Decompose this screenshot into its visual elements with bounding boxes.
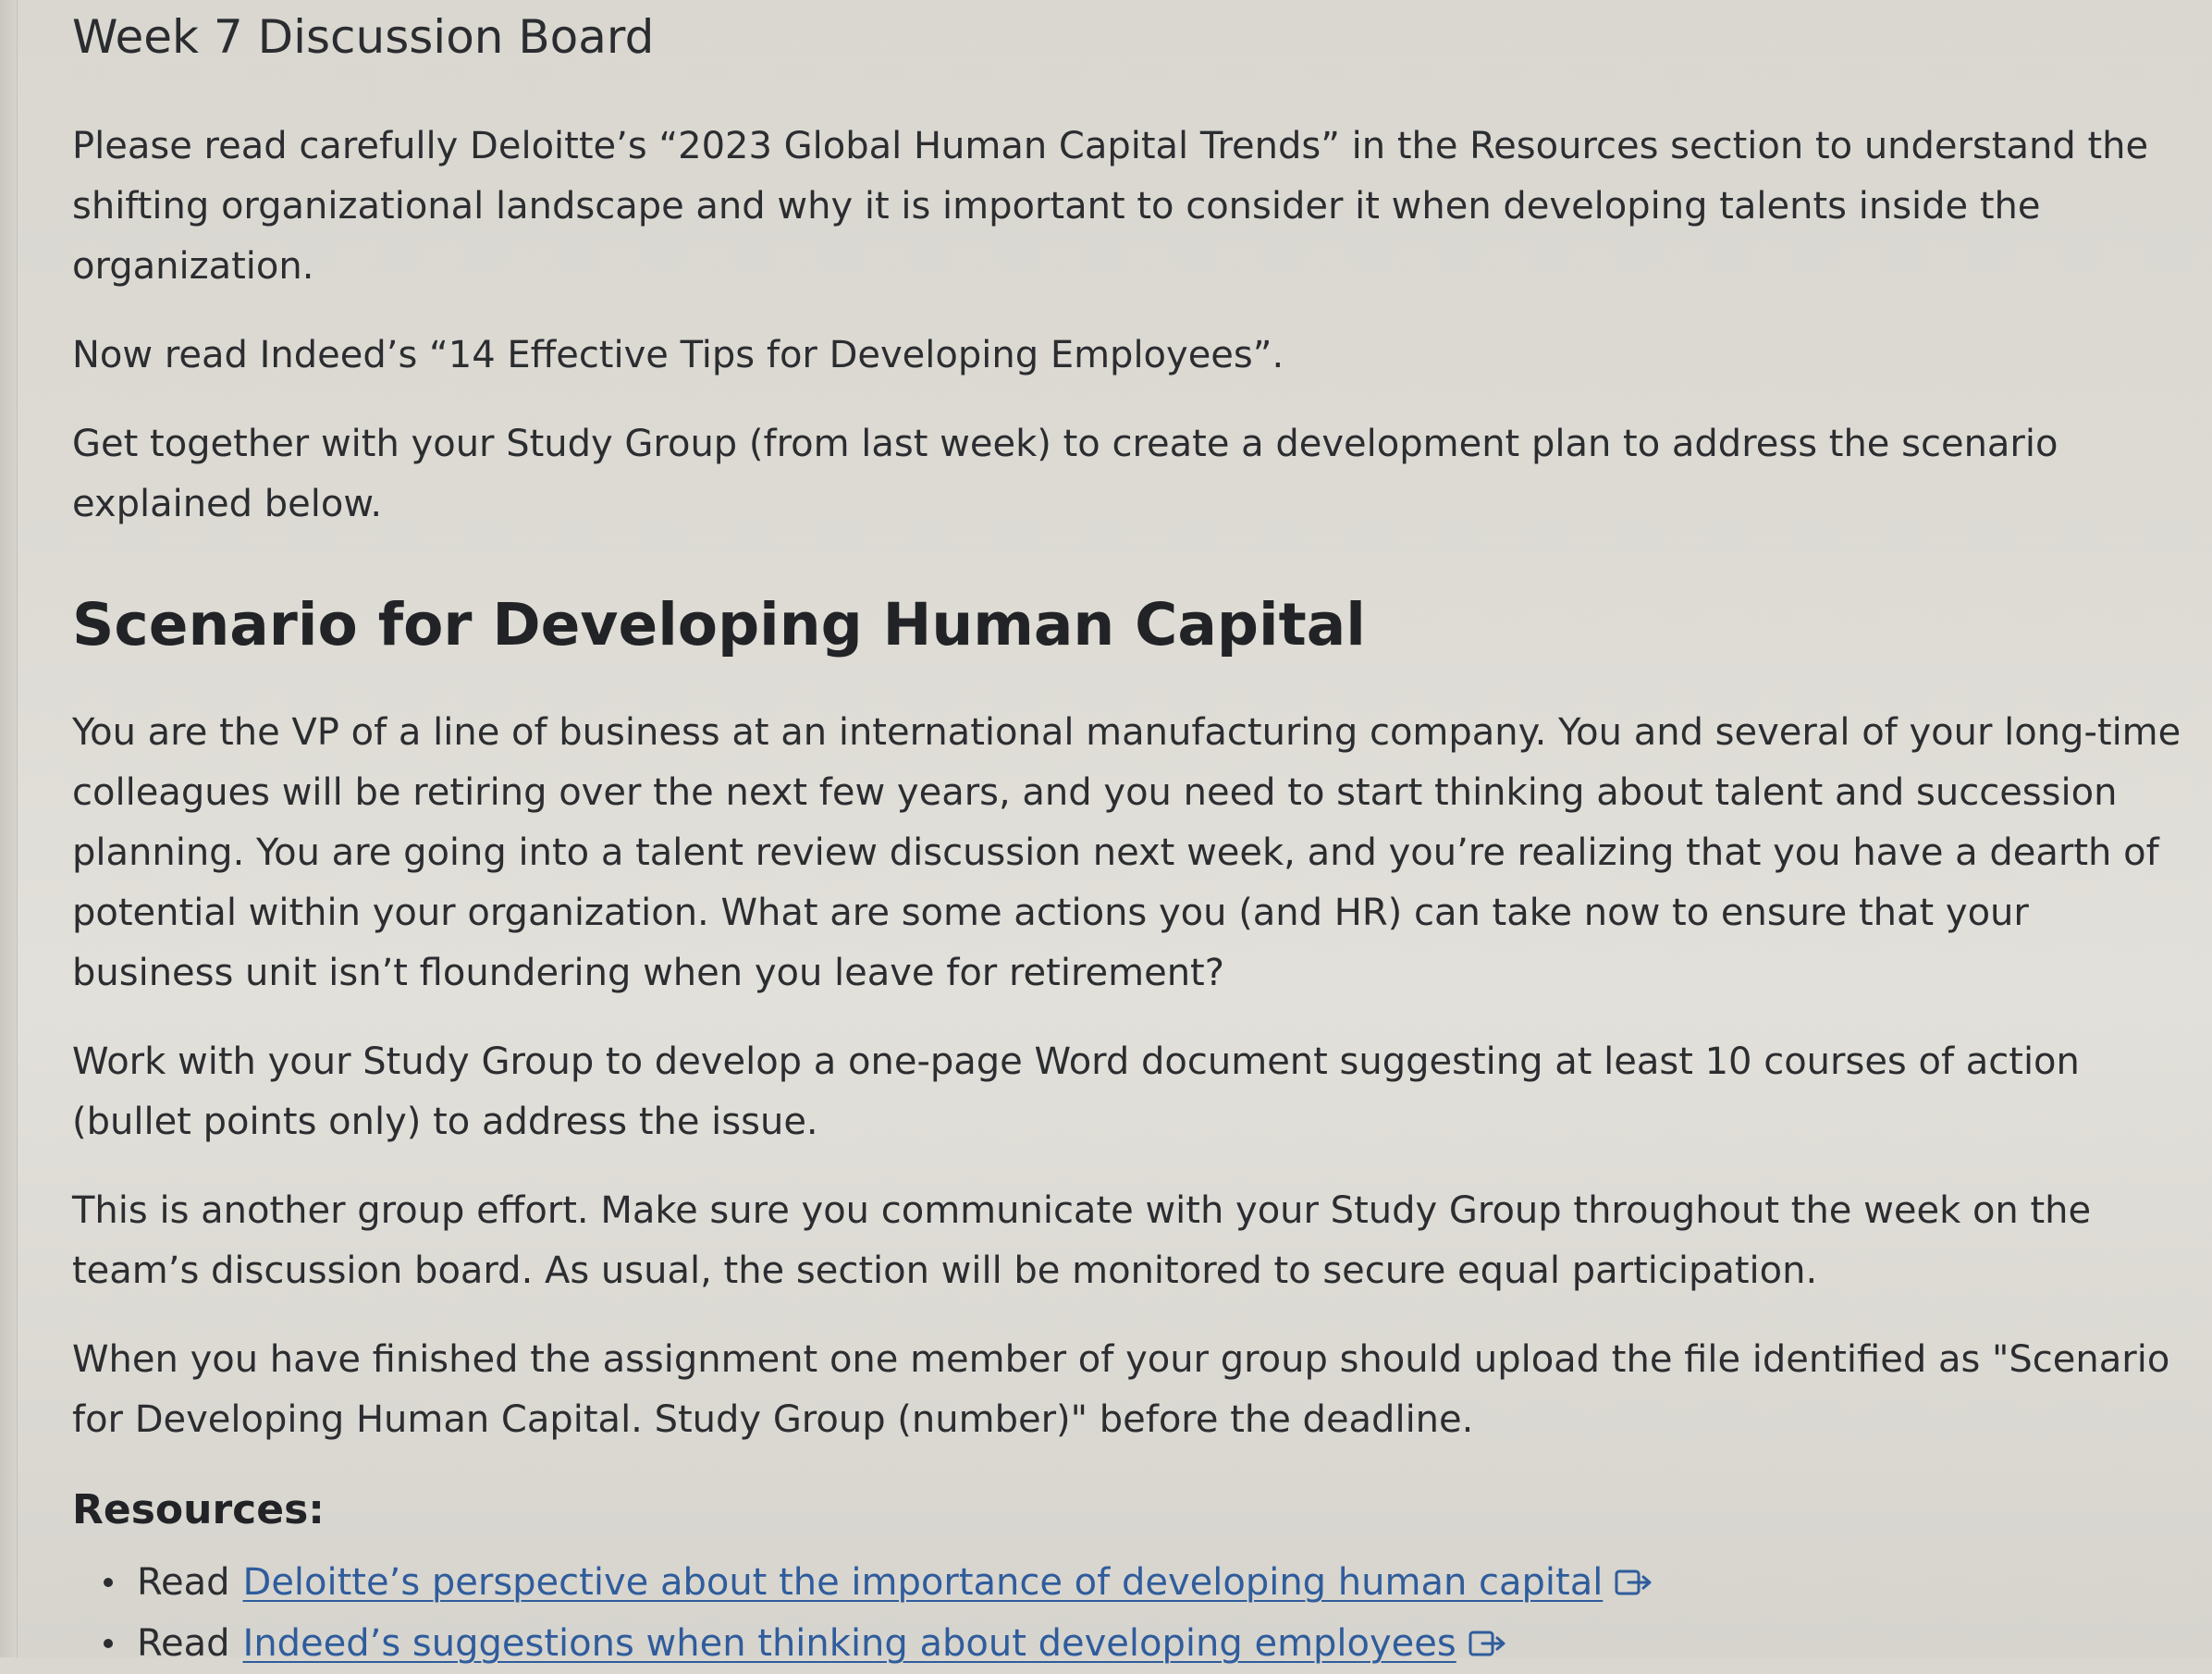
intro-paragraph-indeed: Now read Indeed’s “14 Effective Tips for Developing Employees”.: [72, 334, 1284, 376]
resource-prefix: Read: [137, 1622, 230, 1665]
page-title: Week 7 Discussion Board: [72, 10, 655, 64]
external-link-icon[interactable]: [1614, 1566, 1654, 1599]
discussion-content: [72, 0, 2190, 1674]
bullet: [104, 1639, 113, 1648]
resources-list: [72, 1552, 2190, 1674]
left-panel-edge: [0, 0, 18, 1657]
upload-instructions-paragraph: When you have finished the assignment one member of your group should upload the file identified as "Scenario for Developing Human Capital. Study Group (number)" before the deadline.: [72, 1338, 2170, 1441]
resources-heading: Resources:: [72, 1486, 325, 1533]
indeed-resource-link[interactable]: Indeed’s suggestions when thinking about developing employees: [242, 1622, 1456, 1665]
bullet: [104, 1578, 113, 1587]
resource-item-deloitte: [72, 1552, 2190, 1613]
scenario-heading: Scenario for Developing Human Capital: [72, 591, 1366, 659]
intro-paragraph-study-group: Get together with your Study Group (from last week) to create a development plan to address the scenario explained below.: [72, 423, 2058, 525]
scenario-paragraph: You are the VP of a line of business at an international manufacturing company. You and several of your long-time colleagues will be retiring over the next few years, and you need to start thinking about talent and succession planning. You are going into a talent review discussion next week, and you’re realizing that you have a dearth of potential within your organization. What are some actions you (and HR) can take now to ensure that your business unit isn’t floundering when you leave for retirement?: [72, 711, 2181, 994]
resource-item-indeed: [72, 1613, 2190, 1674]
external-link-icon[interactable]: [1468, 1627, 1508, 1660]
group-effort-paragraph: This is another group effort. Make sure you communicate with your Study Group throughout the week on the team’s discussion board. As usual, the section will be monitored to secure equal participation.: [72, 1189, 2092, 1292]
resource-prefix: Read: [137, 1561, 230, 1604]
intro-paragraph-deloitte: Please read carefully Deloitte’s “2023 Global Human Capital Trends” in the Resources section to understand the shifting organizational landscape and why it is important to consider it when developing talents inside the organization.: [72, 125, 2149, 288]
assignment-paragraph: Work with your Study Group to develop a one-page Word document suggesting at least 10 courses of action (bullet points only) to address the issue.: [72, 1040, 2080, 1143]
deloitte-resource-link[interactable]: Deloitte’s perspective about the importance of developing human capital: [242, 1561, 1604, 1604]
